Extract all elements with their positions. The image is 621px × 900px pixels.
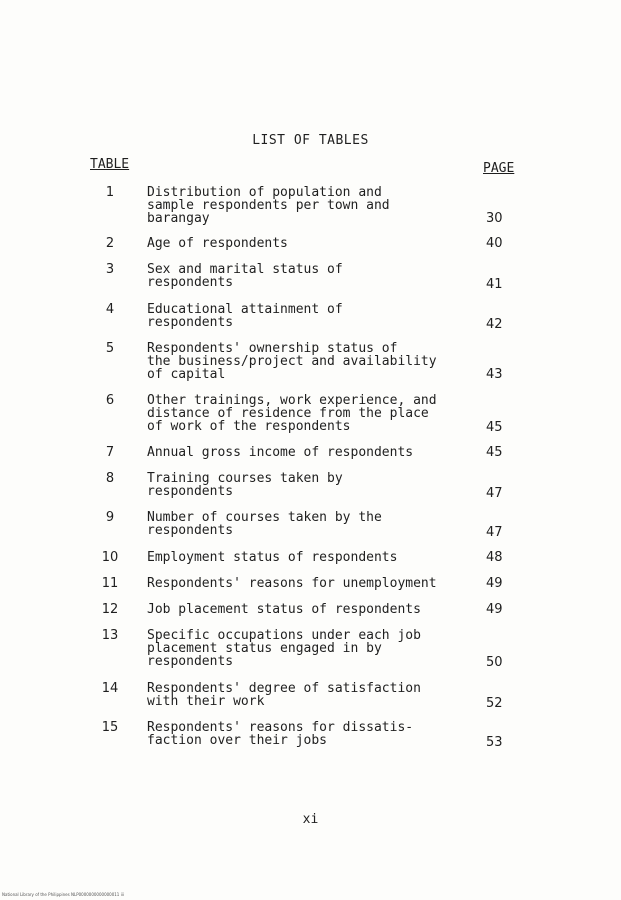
table-description: Other trainings, work experience, and distance of residence from the place of work of the respondents [147, 393, 437, 434]
table-number: 15 [101, 720, 119, 735]
table-number: 1 [105, 185, 115, 200]
table-number: 2 [105, 236, 115, 251]
page-number: 43 [486, 367, 503, 382]
table-description: Specific occupations under each job placement status engaged in by respondents [147, 628, 421, 669]
table-description: Educational attainment of respondents [147, 302, 343, 330]
table-number: 8 [105, 471, 115, 486]
table-description: Distribution of population and sample respondents per town and barangay [147, 185, 390, 226]
table-description: Sex and marital status of respondents [147, 262, 343, 290]
table-description: Number of courses taken by the respondents [147, 510, 382, 538]
table-number: 3 [105, 262, 115, 277]
page-number: 48 [486, 550, 503, 565]
roman-page-number: xi [302, 812, 319, 827]
table-number: 14 [101, 681, 119, 696]
table-description: Employment status of respondents [147, 550, 398, 565]
table-number: 12 [101, 602, 119, 617]
table-description: Respondents' reasons for dissatis- faction over their jobs [147, 720, 414, 748]
table-column-header: TABLE [90, 157, 130, 172]
page-number: 30 [486, 211, 503, 226]
table-description: Respondents' ownership status of the business/project and availability of capital [147, 341, 437, 382]
table-description: Respondents' degree of satisfaction with their work [147, 681, 421, 709]
table-description: Job placement status of respondents [147, 602, 421, 617]
table-number: 6 [105, 393, 115, 408]
table-description: Respondents' reasons for unemployment [147, 576, 437, 591]
page-number: 52 [486, 696, 503, 711]
table-description: Training courses taken by respondents [147, 471, 343, 499]
page-number: 47 [486, 525, 503, 540]
table-number: 5 [105, 341, 115, 356]
page-title: LIST OF TABLES [252, 133, 369, 148]
page-number: 45 [486, 445, 503, 460]
table-number: 7 [105, 445, 115, 460]
page-column-header: PAGE [483, 161, 515, 176]
page-number: 45 [486, 420, 503, 435]
page-number: 47 [486, 486, 503, 501]
table-number: 10 [101, 550, 119, 565]
table-number: 4 [105, 302, 115, 317]
table-number: 11 [101, 576, 119, 591]
page-number: 53 [486, 735, 503, 750]
table-number: 13 [101, 628, 119, 643]
page-number: 49 [486, 602, 503, 617]
table-description: Annual gross income of respondents [147, 445, 414, 460]
page-number: 41 [486, 277, 503, 292]
page-number: 49 [486, 576, 503, 591]
library-stamp: National Library of the Philippines NLP0000000000000011 iii [2, 892, 124, 897]
page-number: 50 [486, 655, 503, 670]
page-number: 40 [486, 236, 503, 251]
table-description: Age of respondents [147, 236, 288, 251]
table-number: 9 [105, 510, 115, 525]
page-number: 42 [486, 317, 503, 332]
